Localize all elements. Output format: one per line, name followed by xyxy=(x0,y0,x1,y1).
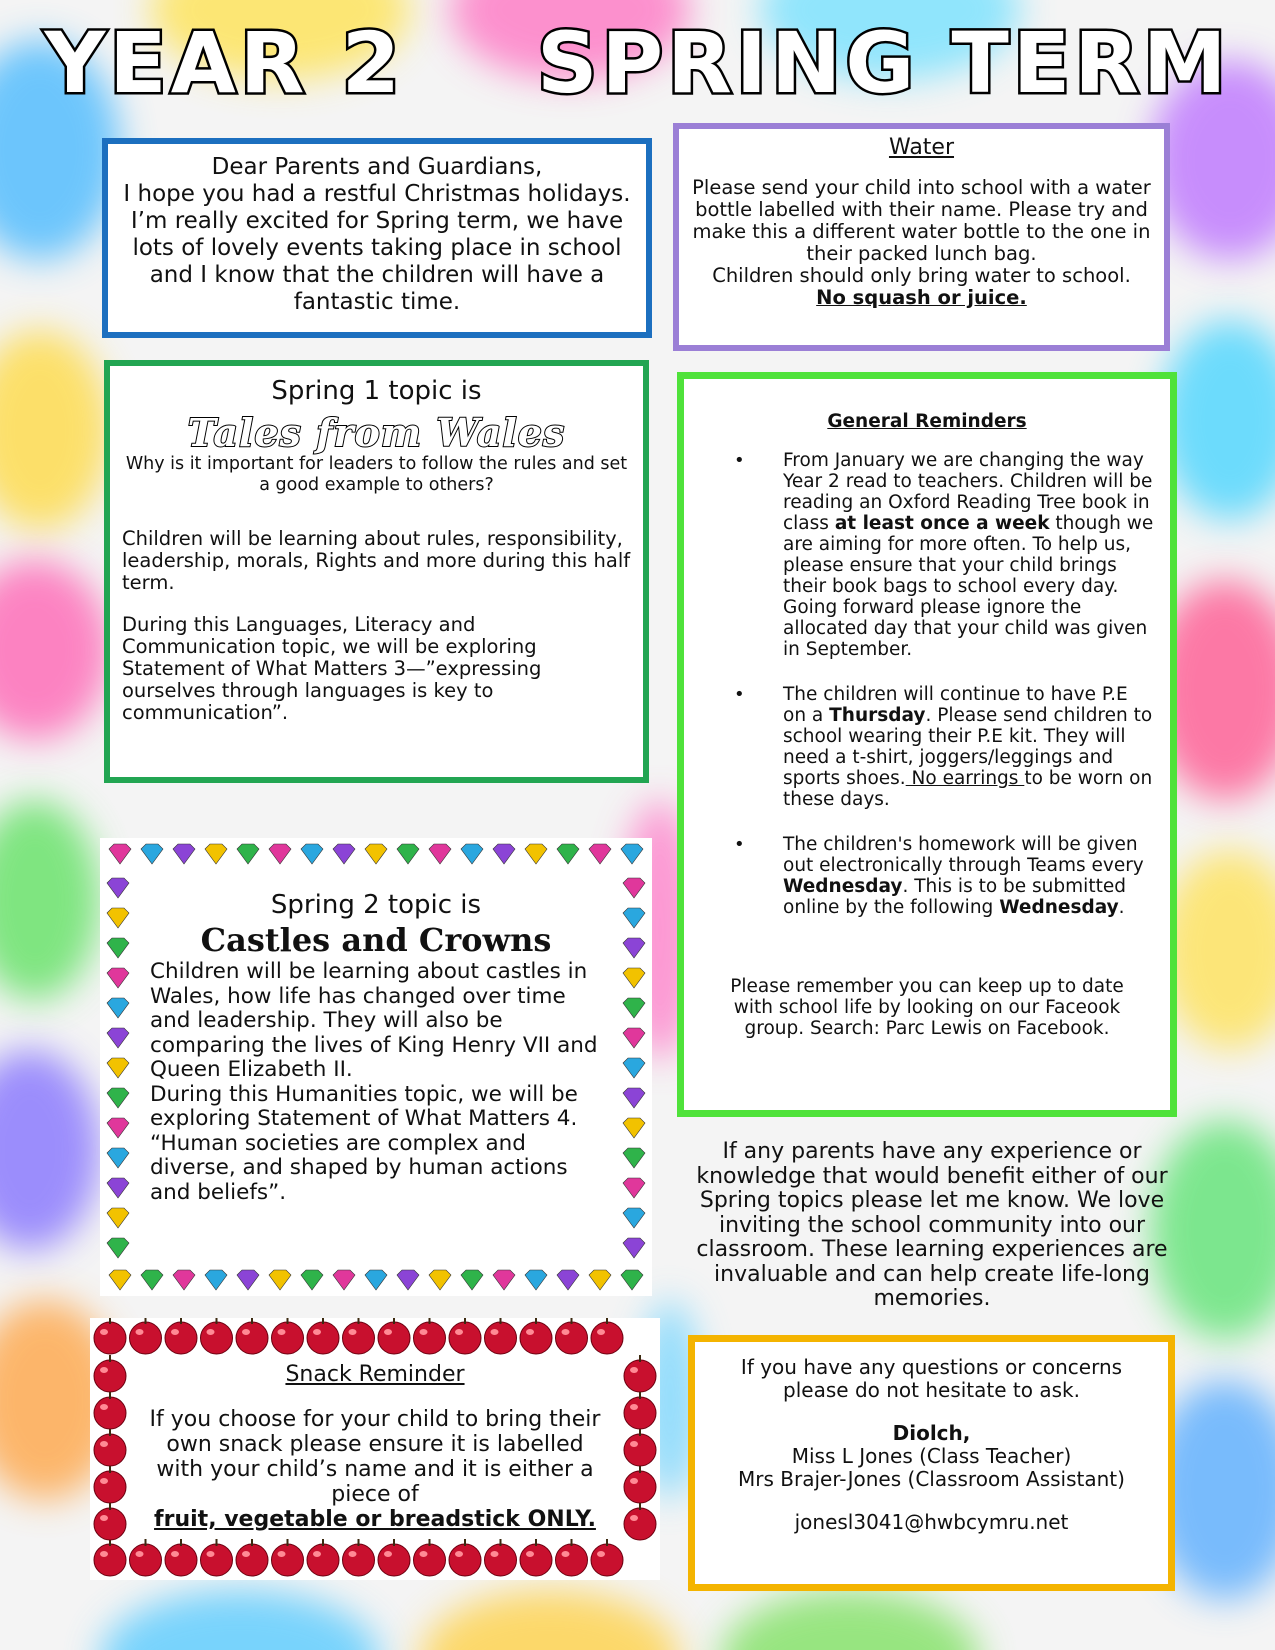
general-reminders-box xyxy=(677,372,1177,1117)
gem-icon xyxy=(623,1178,645,1198)
gem-icon xyxy=(107,908,129,928)
apple-icon xyxy=(343,1539,375,1576)
gem-icon xyxy=(301,1270,323,1290)
apple-icon xyxy=(307,1539,339,1576)
apple-icon xyxy=(624,1429,656,1466)
apple-icon xyxy=(624,1355,656,1392)
apple-icon xyxy=(520,1318,552,1354)
gem-icon xyxy=(623,998,645,1018)
gem-icon xyxy=(429,844,451,864)
apple-icon xyxy=(343,1318,375,1354)
gem-icon xyxy=(589,1270,611,1290)
apple-icon xyxy=(624,1392,656,1429)
bullet-icon: • xyxy=(734,450,745,471)
gem-icon xyxy=(269,844,291,864)
bullet-icon: • xyxy=(734,684,745,705)
gem-icon xyxy=(269,1270,291,1290)
apple-icon xyxy=(378,1539,410,1576)
gem-icon xyxy=(621,844,643,864)
spring1-question: Why is it important for leaders to follow the rules and set a good example to others? xyxy=(125,454,628,495)
contact-box xyxy=(688,1335,1175,1591)
apple-icon xyxy=(165,1318,197,1354)
reminders-list xyxy=(698,450,1156,918)
snack-reminder-box xyxy=(90,1318,660,1580)
gem-icon xyxy=(623,1208,645,1228)
gem-icon xyxy=(623,1058,645,1078)
water-emphasis: No squash or juice. xyxy=(816,286,1027,309)
apple-icon xyxy=(130,1318,162,1354)
spring1-topic-box xyxy=(104,360,649,783)
apple-icon xyxy=(130,1539,162,1576)
page-title: YEAR 2 SPRING TERM xyxy=(44,14,1231,112)
reminder-text: . This is to be submitted online by the following xyxy=(783,876,1126,918)
gem-icon xyxy=(205,844,227,864)
gem-icon xyxy=(237,1270,259,1290)
gem-icon xyxy=(525,1270,547,1290)
apple-icon xyxy=(378,1318,410,1354)
list-item xyxy=(698,450,1156,660)
facebook-reminder: Please remember you can keep up to date with school life by looking on our Faceook group. Search: Parc Lewis on Facebook. xyxy=(730,976,1124,1039)
apple-icon xyxy=(556,1318,588,1354)
spring1-topic-title: Tales from Wales xyxy=(187,410,566,455)
gem-icon xyxy=(237,844,259,864)
gem-icon xyxy=(107,998,129,1018)
reminder-text: . Please send children to school wearing their P.E kit. They will need a t-shirt, joggers/leggings and sports shoes. xyxy=(783,705,1153,789)
reminder-emphasis: at least once a week xyxy=(834,513,1050,534)
gem-icon xyxy=(107,1178,129,1198)
gem-icon xyxy=(623,1088,645,1108)
apple-icon xyxy=(556,1539,588,1576)
list-item xyxy=(698,684,1156,810)
gem-icon xyxy=(623,968,645,988)
apple-icon xyxy=(414,1539,446,1576)
contact-thanks: Diolch, xyxy=(892,1421,971,1445)
gem-icon xyxy=(623,1028,645,1048)
spring1-heading: Spring 1 topic is xyxy=(271,376,482,406)
gem-icon xyxy=(623,938,645,958)
apple-icon xyxy=(236,1318,268,1354)
contact-email[interactable]: jonesl3041@hwbcymru.net xyxy=(794,1510,1069,1534)
gem-icon xyxy=(589,844,611,864)
gem-icon xyxy=(141,1270,163,1290)
reminder-text: From January we are changing the way Year 2 read to teachers. Children will be reading an Oxford Reading Tree book in class xyxy=(783,450,1153,534)
snack-emphasis: fruit, vegetable or breadstick ONLY. xyxy=(154,1507,596,1532)
gem-icon xyxy=(109,844,131,864)
gem-icon xyxy=(173,1270,195,1290)
apple-icon xyxy=(449,1318,481,1354)
snack-heading: Snack Reminder xyxy=(285,1362,465,1387)
gem-icon xyxy=(525,844,547,864)
welcome-body: I hope you had a restful Christmas holidays. I’m really excited for Spring term, we have lots of lovely events taking place in school and I know that the children will have a fantastic time. xyxy=(123,181,631,315)
apple-icon xyxy=(591,1318,623,1354)
water-body: Please send your child into school with a water bottle labelled with their name. Please try and make this a different water bottle to the one in their packed lunch bag. xyxy=(692,176,1151,265)
gem-icon xyxy=(107,968,129,988)
apple-icon xyxy=(94,1429,126,1466)
apple-icon xyxy=(520,1539,552,1576)
snack-body: If you choose for your child to bring their own snack please ensure it is labelled with your child’s name and it is either a piece of xyxy=(149,1407,601,1507)
apple-icon xyxy=(94,1503,126,1540)
reminders-heading: General Reminders xyxy=(827,411,1027,432)
contact-text: If you have any questions or concerns please do not hesitate to ask. xyxy=(740,1355,1123,1402)
gem-icon xyxy=(141,844,163,864)
apple-icon xyxy=(94,1392,126,1429)
gem-icon xyxy=(107,878,129,898)
apple-icon xyxy=(272,1318,304,1354)
welcome-greeting: Dear Parents and Guardians, xyxy=(211,154,543,180)
gem-icon xyxy=(365,1270,387,1290)
apple-icon xyxy=(307,1318,339,1354)
water-heading: Water xyxy=(888,135,955,160)
reminder-underline: No earrings xyxy=(905,768,1025,789)
apple-icon xyxy=(624,1466,656,1503)
apple-icon xyxy=(94,1539,126,1576)
spring1-paragraph-2: During this Languages, Literacy and Communication topic, we will be exploring Statement of What Matters 3—”expressing ourselves through languages is key to communication”. xyxy=(122,613,542,724)
reminder-text: The children will continue to have P.E on a xyxy=(783,684,1128,726)
gem-icon xyxy=(205,1270,227,1290)
spring2-heading: Spring 2 topic is xyxy=(270,890,482,920)
gem-icon xyxy=(333,844,355,864)
spring2-topic-title: Castles and Crowns xyxy=(200,920,552,959)
apple-icon xyxy=(201,1539,233,1576)
apple-icon xyxy=(236,1539,268,1576)
gem-icon xyxy=(107,1148,129,1168)
gem-icon xyxy=(493,1270,515,1290)
apple-icon xyxy=(591,1539,623,1576)
gem-icon xyxy=(429,1270,451,1290)
apple-icon xyxy=(624,1503,656,1540)
gem-icon xyxy=(109,1270,131,1290)
gem-icon xyxy=(461,1270,483,1290)
spring2-topic-box xyxy=(100,838,652,1296)
apple-icon xyxy=(165,1539,197,1576)
gem-icon xyxy=(557,844,579,864)
gem-icon xyxy=(623,1238,645,1258)
list-item xyxy=(698,834,1156,918)
water-rule: Children should only bring water to school. xyxy=(712,264,1131,287)
gem-icon xyxy=(623,878,645,898)
bullet-icon: • xyxy=(734,834,745,855)
gem-icon xyxy=(397,844,419,864)
contact-assistant: Mrs Brajer-Jones (Classroom Assistant) xyxy=(738,1467,1125,1491)
gem-icon xyxy=(397,1270,419,1290)
apple-icon xyxy=(485,1318,517,1354)
apple-icon xyxy=(272,1539,304,1576)
reminder-text: though we are aiming for more often. To help us, please ensure that your child brings their book bags to school every day. Going forward please ignore the allocated day that your child was given in September. xyxy=(783,513,1154,660)
apple-icon xyxy=(449,1539,481,1576)
contact-teacher: Miss L Jones (Class Teacher) xyxy=(791,1444,1072,1468)
gem-icon xyxy=(461,844,483,864)
apple-icon xyxy=(94,1318,126,1354)
welcome-message-box xyxy=(102,138,652,338)
spring2-paragraph-2: During this Humanities topic, we will be exploring Statement of What Matters 4. “Human societies are complex and diverse, and shaped by human actions and beliefs”. xyxy=(150,1081,578,1205)
gem-icon xyxy=(301,844,323,864)
gem-icon xyxy=(621,1270,643,1290)
reminder-text: . xyxy=(1118,897,1125,918)
gem-icon xyxy=(107,1028,129,1048)
gem-icon xyxy=(107,1208,129,1228)
reminder-text: to be worn on these days. xyxy=(783,768,1153,810)
gem-icon xyxy=(365,844,387,864)
spring1-paragraph-1: Children will be learning about rules, responsibility, leadership, morals, Rights and more during this half term. xyxy=(122,527,631,594)
reminder-emphasis: Thursday xyxy=(829,705,926,726)
gem-icon xyxy=(623,908,645,928)
reminder-emphasis: Wednesday xyxy=(999,897,1119,918)
gem-icon xyxy=(107,938,129,958)
gem-icon xyxy=(107,1088,129,1108)
spring2-paragraph-1: Children will be learning about castles in Wales, how life has changed over time and leadership. They will also be comparing the lives of King Henry VII and Queen Elizabeth II. xyxy=(150,959,598,1082)
reminder-text: The children's homework will be given out electronically through Teams every xyxy=(783,834,1144,876)
gem-icon xyxy=(557,1270,579,1290)
gem-icon xyxy=(107,1238,129,1258)
apple-icon xyxy=(94,1466,126,1503)
apple-icon xyxy=(485,1539,517,1576)
gem-icon xyxy=(623,1148,645,1168)
gem-icon xyxy=(333,1270,355,1290)
apple-icon xyxy=(414,1318,446,1354)
parent-invitation-text: If any parents have any experience or knowledge that would benefit either of our Spring topics please let me know. We love inviting the school community into our classroom. These learning experiences are invaluable and can help create life-long memories. xyxy=(696,1139,1168,1311)
gem-icon xyxy=(623,1118,645,1138)
gem-icon xyxy=(107,1118,129,1138)
water-box xyxy=(673,123,1170,351)
gem-icon xyxy=(173,844,195,864)
gem-icon xyxy=(107,1058,129,1078)
apple-icon xyxy=(94,1355,126,1392)
reminder-emphasis: Wednesday xyxy=(783,876,903,897)
apple-icon xyxy=(201,1318,233,1354)
gem-icon xyxy=(493,844,515,864)
